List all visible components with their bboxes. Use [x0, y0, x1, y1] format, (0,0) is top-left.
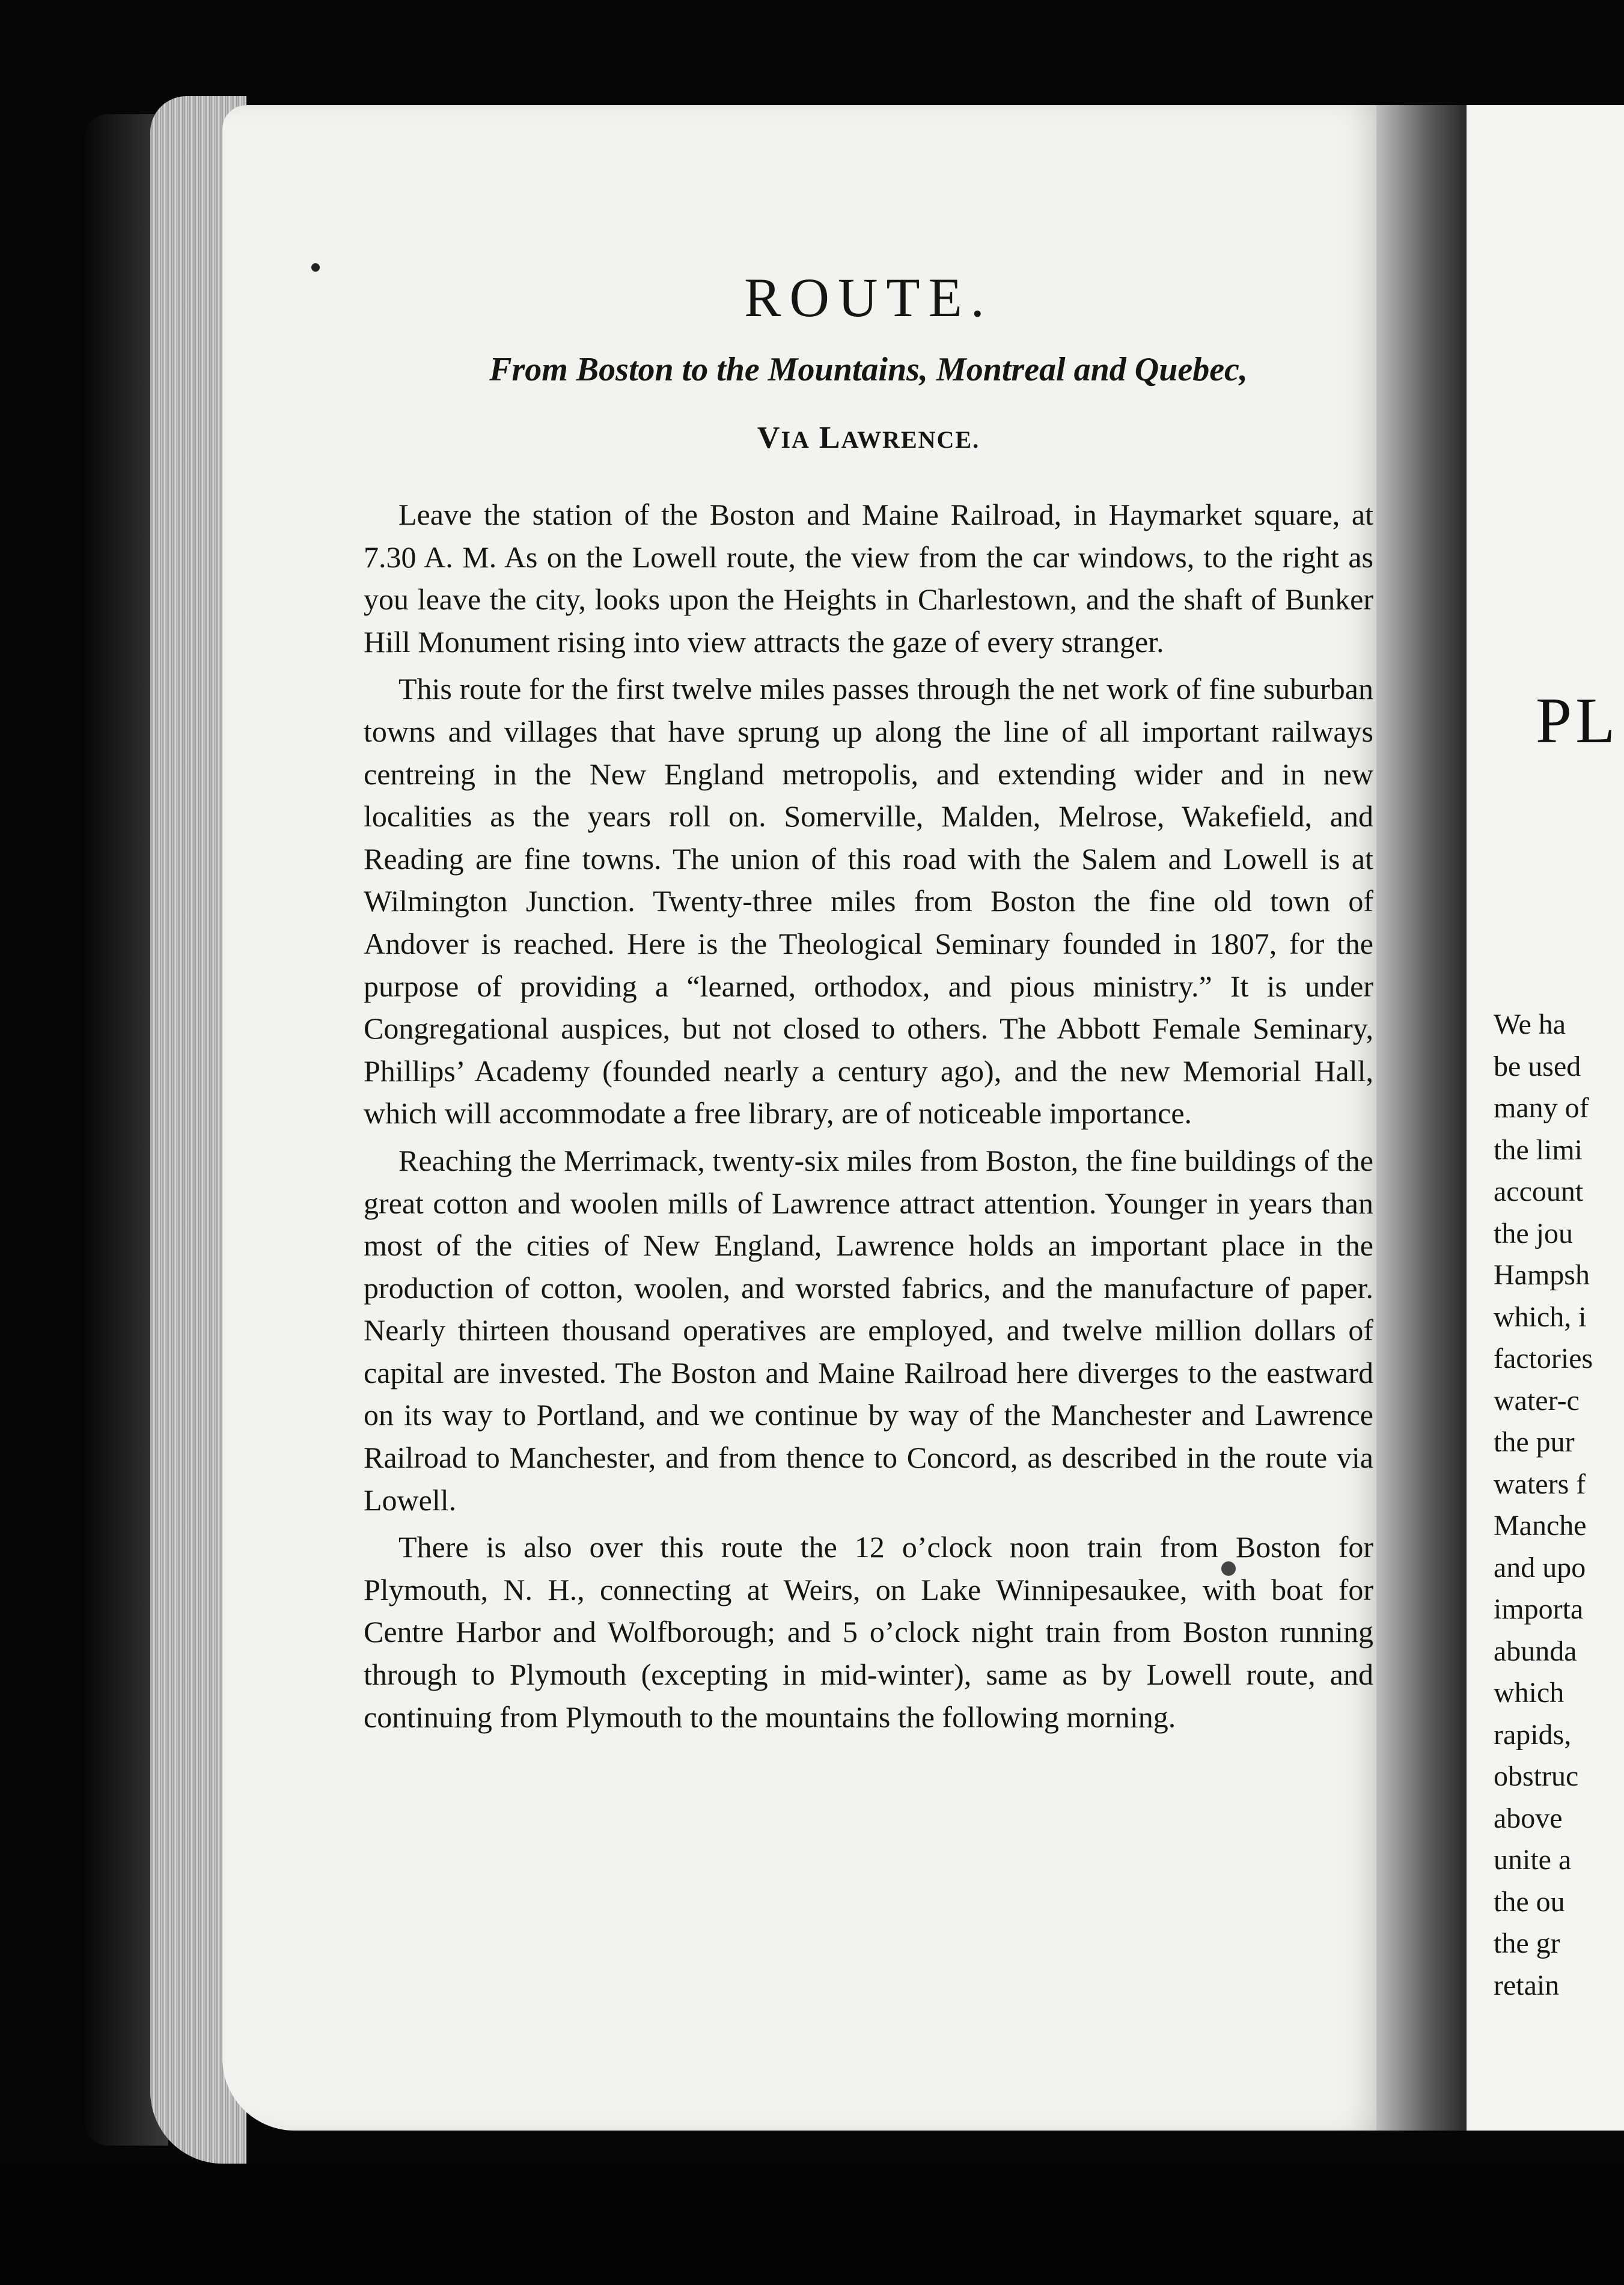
- right-line: abunda: [1494, 1635, 1577, 1667]
- right-line: We ha: [1494, 1008, 1566, 1040]
- right-line: Manche: [1494, 1510, 1587, 1542]
- right-line: many of: [1494, 1092, 1589, 1124]
- paragraph-3: Reaching the Merrimack, twenty-six miles from Boston, the fine buildings of the great cotton and woolen mills of Lawrence attract attention. Younger in years than most of the cities of New England, Lawrence holds an important place in the production of cotton, woolen, and worsted fabrics, and the manufacture of paper. Nearly thirteen thousand operatives are employed, and twelve million dollars of capital are invested. The Boston and Maine Railroad here diverges to the eastward on its way to Portland, and we continue by way of the Manchester and Lawrence Railroad to Manchester, and from thence to Concord, as described in the route via Lowell.: [364, 1143, 1373, 1517]
- via-second-initial: L: [819, 421, 841, 455]
- paragraph-1: Leave the station of the Boston and Maine Railroad, in Haymarket square, at 7.30 A. M. As on the Lowell route, the view from the car windows, to the right as you leave the city, looks upon the Heights in Charlestown, and the shaft of Bunker Hill Monument rising into view attracts the gaze of every stranger.: [364, 498, 1373, 659]
- right-line: the ou: [1494, 1885, 1565, 1918]
- right-line: retain: [1494, 1969, 1560, 2001]
- right-line: water-c: [1494, 1384, 1580, 1417]
- right-line: account: [1494, 1176, 1584, 1207]
- right-line: rapids,: [1494, 1718, 1572, 1751]
- page-title: ROUTE.: [744, 267, 993, 328]
- right-line: unite a: [1494, 1844, 1572, 1876]
- right-line: the jou: [1494, 1217, 1573, 1249]
- right-line: waters f: [1494, 1468, 1586, 1500]
- dust-speck: [311, 263, 320, 272]
- right-line: the gr: [1494, 1927, 1560, 1959]
- right-line: obstruc: [1494, 1760, 1579, 1792]
- right-line: and upo: [1494, 1551, 1586, 1584]
- right-line: importa: [1494, 1593, 1584, 1625]
- bottom-margin: [0, 2164, 1624, 2285]
- via-first-initial: V: [757, 421, 781, 455]
- right-line: the pur: [1494, 1426, 1575, 1458]
- via-first-rest: IA: [781, 426, 810, 453]
- via-second-rest: AWRENCE.: [841, 426, 980, 453]
- right-line: factories: [1494, 1343, 1593, 1374]
- right-line: which: [1494, 1677, 1564, 1709]
- right-line: Hampsh: [1494, 1259, 1590, 1291]
- right-page-title-fragment: PL: [1536, 685, 1619, 757]
- book-gutter: [1376, 105, 1467, 2131]
- right-line: be used: [1494, 1050, 1581, 1082]
- right-line: which, i: [1494, 1301, 1587, 1333]
- left-page-text: [364, 264, 1373, 1743]
- right-page-text-fragments: [1494, 1004, 1624, 2006]
- route-via-heading: [364, 418, 1373, 460]
- right-line: the limi: [1494, 1133, 1583, 1166]
- paragraph-2: This route for the first twelve miles passes through the net work of fine suburban towns and villages that have sprung up along the line of all important railways centreing in the New England metropolis, and extending wider and in new localities as the years roll on. Somerville, Malden, Melrose, Wakefield, and Reading are fine towns. The union of this road with the Salem and Lowell is at Wilmington Junction. Twenty-three miles from Boston the fine old town of Andover is reached. Here is the Theological Seminary founded in 1807, for the purpose of providing a “learned, orthodox, and pious ministry.” It is under Congregational auspices, but not closed to others. The Abbott Female Seminary, Phillips’ Academy (founded nearly a century ago), and the new Memorial Hall, which will accommodate a free library, are of noticeable importance.: [364, 672, 1373, 1130]
- paragraph-4: There is also over this route the 12 o’clock noon train from Boston for Plymouth, N. H., connecting at Weirs, on Lake Winnipesaukee, with boat for Centre Harbor and Wolfborough; and 5 o’clock night train from Boston running through to Plymouth (excepting in mid-winter), same as by Lowell route, and continuing from Plymouth to the mountains the following morning.: [364, 1530, 1373, 1734]
- route-subtitle: From Boston to the Mountains, Montreal and Quebec,: [489, 351, 1248, 388]
- right-line: above: [1494, 1802, 1563, 1834]
